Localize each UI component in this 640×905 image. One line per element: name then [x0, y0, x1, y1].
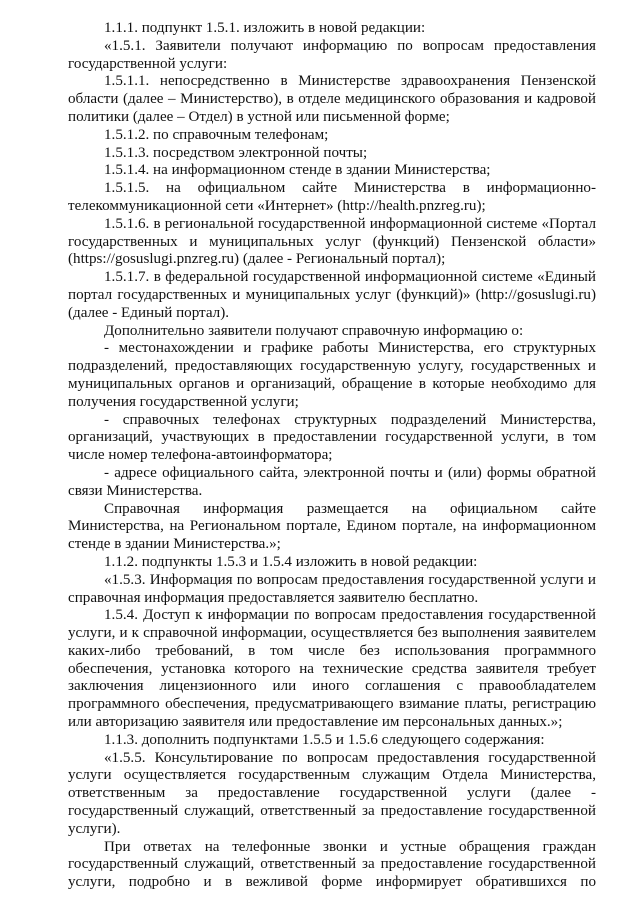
paragraph-bullet-location: - местонахождении и графике работы Министерства, его структурных подразделений, предоставляющих государственную услугу, государственных и муниципальных органов и организаций, обращение в которые необходимо для получения государственной услуги; [68, 340, 596, 410]
paragraph-1-1-3: 1.1.3. дополнить подпунктами 1.5.5 и 1.5.6 следующего содержания: [104, 731, 545, 748]
paragraph-1-5-1-3: 1.5.1.3. посредством электронной почты; [104, 144, 368, 161]
paragraph-bullet-phones: - справочных телефонах структурных подразделений Министерства, организаций, участвующих в предоставлении государственной услуги, в том числе номер телефона-автоинформатора; [68, 411, 596, 464]
paragraph-1-5-1-5: 1.5.1.5. на официальном сайте Министерства в информационно-телекоммуникационной сети «Интернет» (http://health.pnzreg.ru); [68, 180, 596, 214]
paragraph-1-5-1-1: 1.5.1.1. непосредственно в Министерстве здравоохранения Пензенской области (далее – Министерство), в отделе медицинского образования и кадровой политики (далее – Отдел) в устной или письменной форме; [68, 73, 596, 125]
paragraph-1-5-1-4: 1.5.1.4. на информационном стенде в здании Министерства; [104, 162, 491, 179]
paragraph-bullet-website: - адресе официального сайта, электронной почты и (или) формы обратной связи Министерства. [68, 464, 596, 499]
paragraph-1-5-1-2: 1.5.1.2. по справочным телефонам; [104, 126, 329, 143]
paragraph-1-5-4: 1.5.4. Доступ к информации по вопросам предоставления государственной услуги, и к справочной информации, осуществляется без выполнения заявителем каких-либо требований, в том числе без использования программного обеспечения, установка которого на технические средства заявителя требует заключения лицензионного или иного соглашения с правообладателем программного обеспечения, предусматривающего взимание платы, регистрацию или авторизацию заявителя или предоставление им персональных данных.»; [68, 607, 596, 731]
document-page [68, 20, 596, 892]
paragraph-1-5-3: «1.5.3. Информация по вопросам предоставления государственной услуги и справочная информация предоставляется заявителю бесплатно. [68, 571, 596, 606]
paragraph-phone-answers: При ответах на телефонные звонки и устные обращения граждан государственный служащий, ответственный за предоставление государственной услуги, подробно и в вежливой форме информирует обратившихся по [68, 838, 596, 891]
paragraph-1-1-2: 1.1.2. подпункты 1.5.3 и 1.5.4 изложить в новой редакции: [104, 553, 478, 570]
paragraph-1-5-1-7: 1.5.1.7. в федеральной государственной информационной системе «Единый портал государственных и муниципальных услуг (функций)» (http://gosuslugi.ru) (далее - Единый портал). [68, 269, 596, 321]
paragraph-1-5-1-6: 1.5.1.6. в региональной государственной информационной системе «Портал государственных и муниципальных услуг (функций) Пензенской области» (https://gosuslugi.pnzreg.ru) (далее - Региональный портал); [68, 215, 596, 268]
paragraph-reference-placement: Справочная информация размещается на официальном сайте Министерства, на Региональном портале, Едином портале, на информационном стенде в здании Министерства.»; [68, 500, 596, 553]
paragraph-1-5-1: «1.5.1. Заявители получают информацию по вопросам предоставления государственной услуги: [68, 37, 596, 72]
paragraph-additional-info: Дополнительно заявители получают справочную информацию о: [104, 322, 524, 339]
paragraph-1-1-1: 1.1.1. подпункт 1.5.1. изложить в новой редакции: [104, 20, 426, 36]
paragraph-1-5-5: «1.5.5. Консультирование по вопросам предоставления государственной услуги осуществляется государственным служащим Отдела Министерства, ответственным за предоставление государственной услуги (далее - государственный служащий, ответственный за предоставление государственной услуги). [68, 749, 596, 837]
